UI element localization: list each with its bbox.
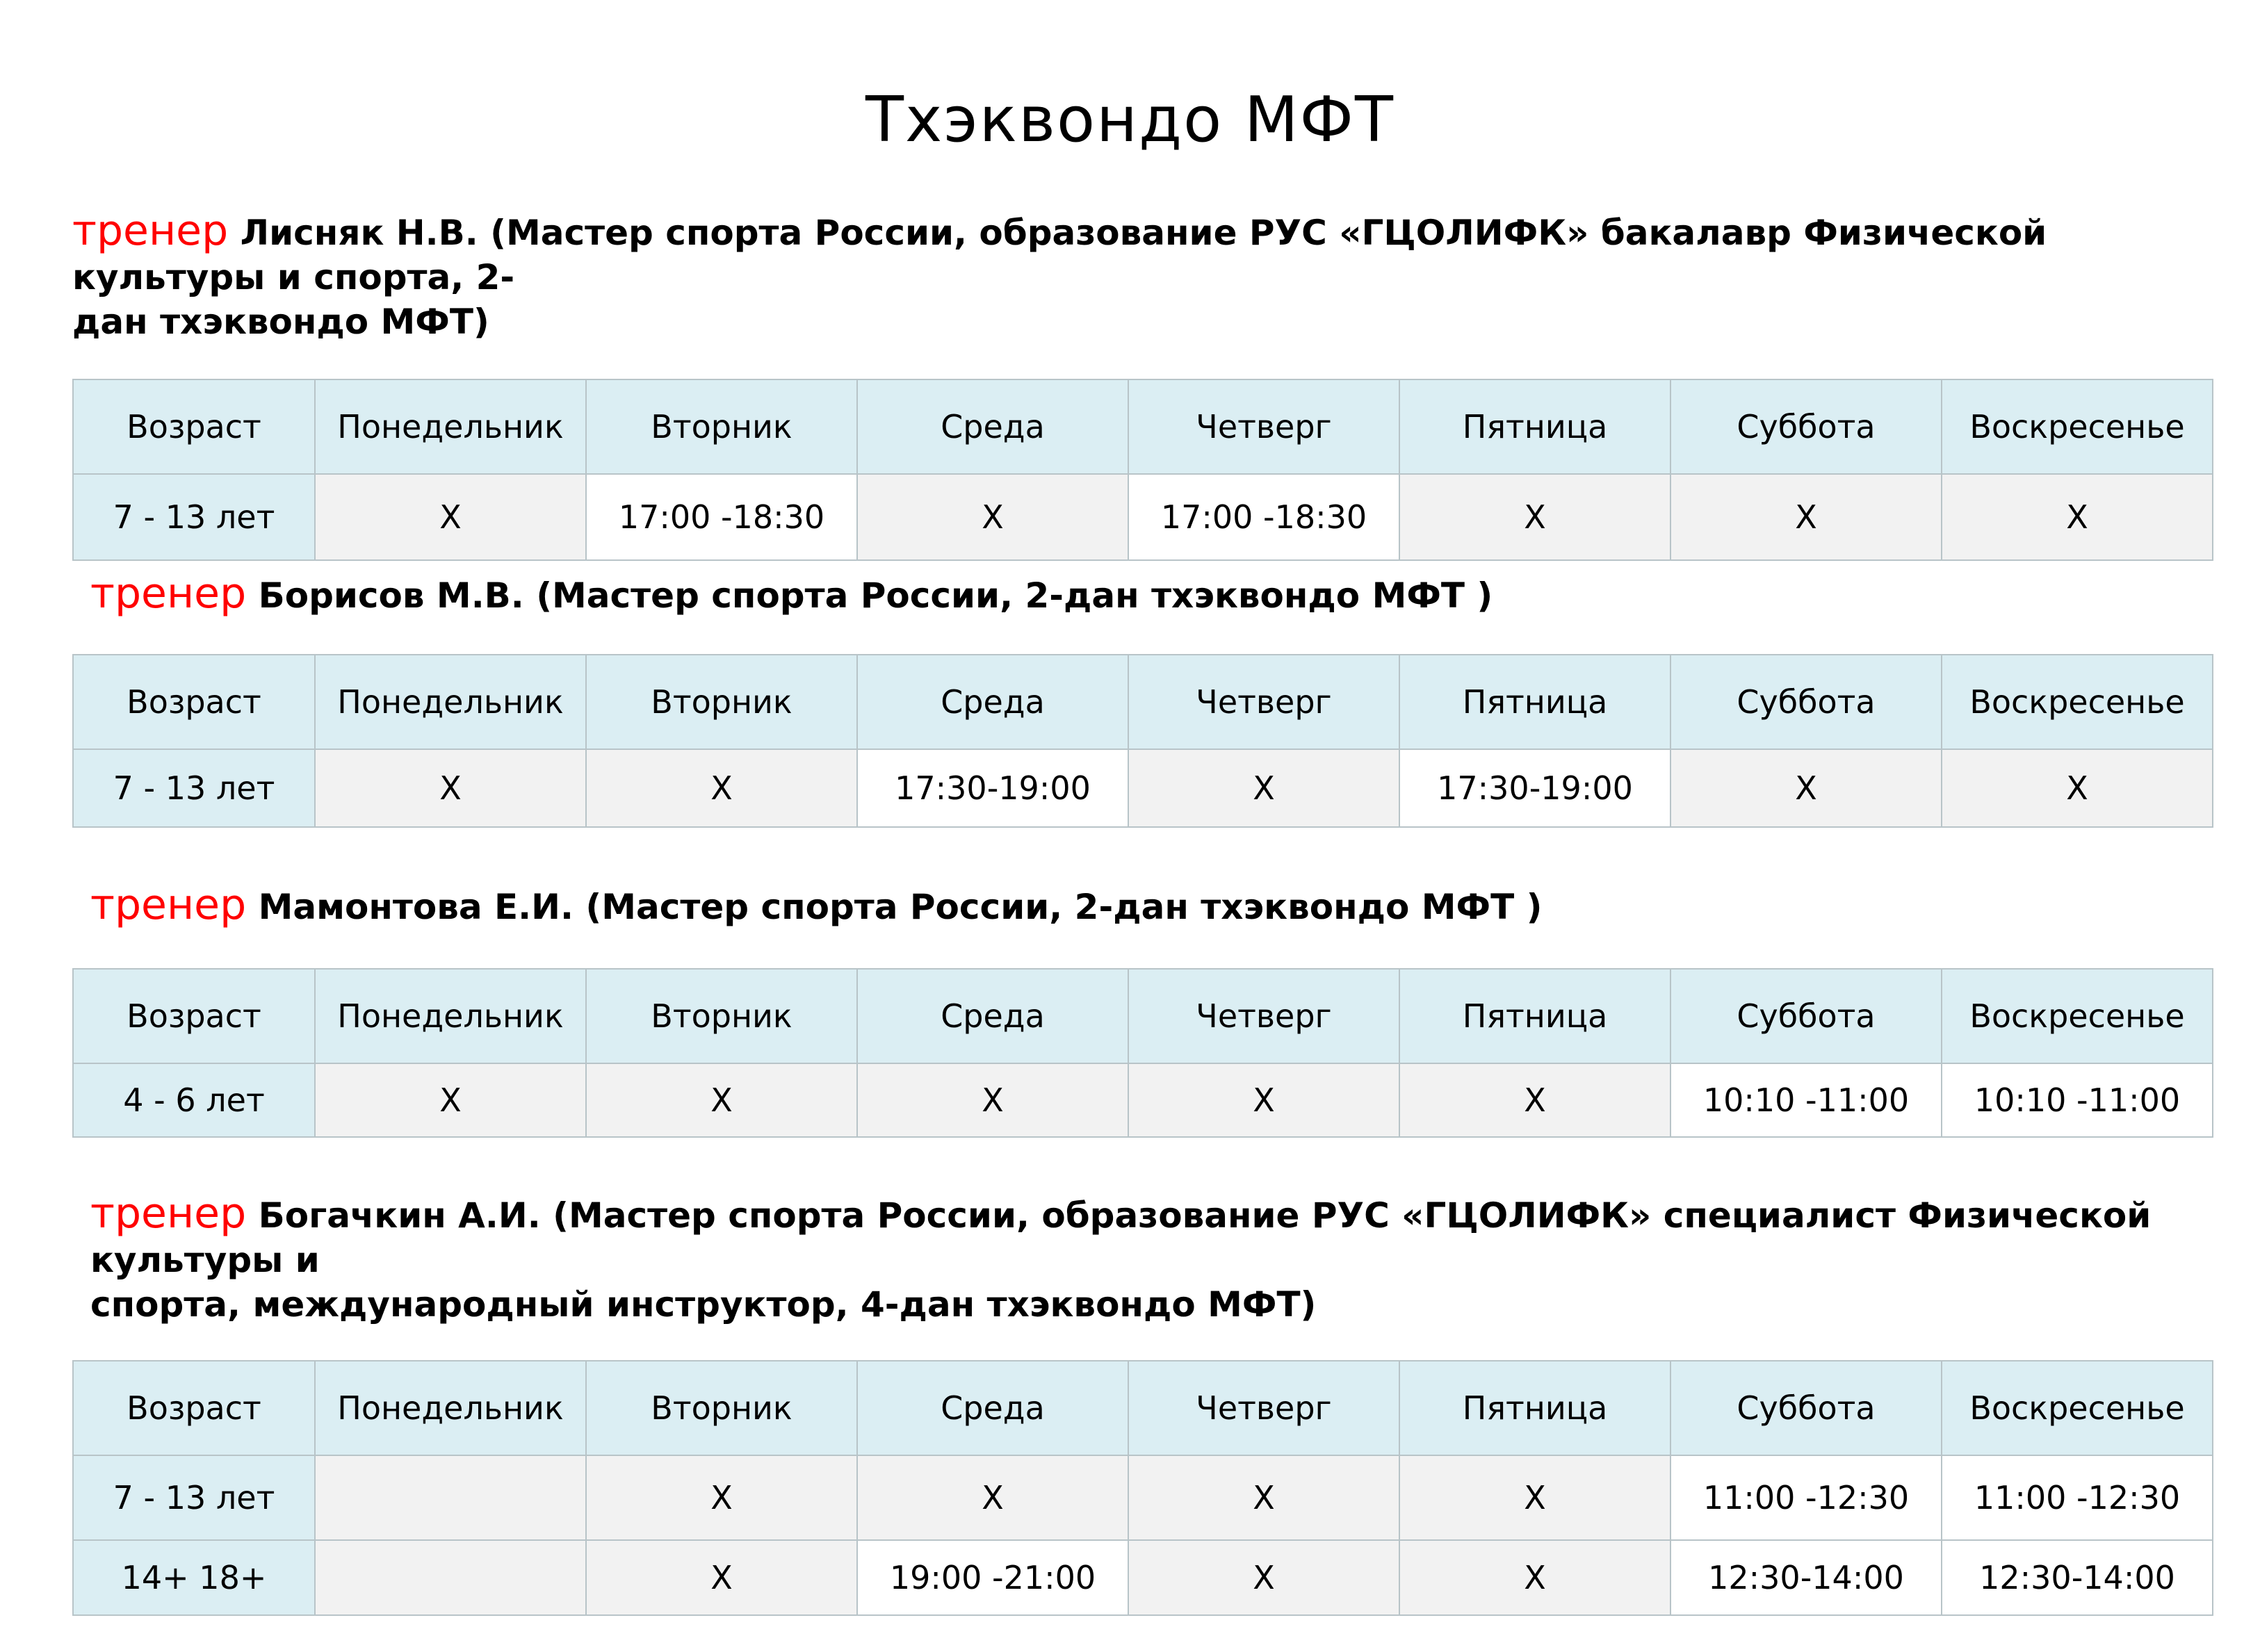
header-saturday: Суббота: [1670, 1361, 1942, 1455]
coach-heading: [72, 208, 2212, 344]
coach-info: Борисов М.В. (Мастер спорта России, 2-дан тхэквондо МФТ ): [258, 575, 1493, 616]
schedule-cell: X: [857, 474, 1128, 560]
schedule-section-2: [72, 571, 2212, 828]
header-thursday: Четверг: [1128, 655, 1399, 749]
header-sunday: Воскресенье: [1942, 1361, 2213, 1455]
schedule-cell: X: [315, 474, 586, 560]
age-cell: 4 - 6 лет: [73, 1063, 315, 1137]
table-header-row: [73, 379, 2213, 474]
header-sunday: Воскресенье: [1942, 969, 2213, 1063]
schedule-cell: X: [1128, 1063, 1399, 1137]
coach-info-continued: спорта, международный инструктор, 4-дан тхэквондо МФТ): [90, 1284, 1317, 1325]
schedule-cell: X: [1128, 749, 1399, 827]
age-cell: 14+ 18+: [73, 1540, 315, 1615]
header-saturday: Суббота: [1670, 379, 1942, 474]
header-tuesday: Вторник: [586, 1361, 857, 1455]
table-row: [73, 1455, 2213, 1540]
schedule-cell: X: [1399, 1063, 1670, 1137]
schedule-cell: X: [1399, 1540, 1670, 1615]
header-thursday: Четверг: [1128, 1361, 1399, 1455]
table-row: [73, 1063, 2213, 1137]
coach-heading: [72, 1191, 2212, 1327]
schedule-section-1: [72, 208, 2212, 561]
header-tuesday: Вторник: [586, 379, 857, 474]
schedule-cell: 10:10 -11:00: [1670, 1063, 1942, 1137]
header-thursday: Четверг: [1128, 379, 1399, 474]
header-friday: Пятница: [1399, 379, 1670, 474]
header-age: Возраст: [73, 1361, 315, 1455]
schedule-table: [72, 654, 2213, 828]
schedule-cell: X: [315, 1063, 586, 1137]
header-friday: Пятница: [1399, 1361, 1670, 1455]
header-thursday: Четверг: [1128, 969, 1399, 1063]
schedule-cell: 17:00 -18:30: [1128, 474, 1399, 560]
schedule-section-4: [72, 1191, 2212, 1616]
schedule-cell: 17:30-19:00: [857, 749, 1128, 827]
schedule-cell: X: [586, 1063, 857, 1137]
header-tuesday: Вторник: [586, 969, 857, 1063]
schedule-cell: X: [1670, 474, 1942, 560]
schedule-cell: 19:00 -21:00: [857, 1540, 1128, 1615]
schedule-cell: X: [315, 749, 586, 827]
schedule-cell: 11:00 -12:30: [1942, 1455, 2213, 1540]
schedule-cell: X: [1128, 1455, 1399, 1540]
schedule-cell: X: [1399, 1455, 1670, 1540]
trainer-label: тренер: [72, 206, 229, 255]
schedule-cell: X: [1942, 749, 2213, 827]
schedule-cell: 12:30-14:00: [1942, 1540, 2213, 1615]
schedule-cell: X: [1942, 474, 2213, 560]
coach-heading: [72, 571, 2212, 618]
age-cell: 7 - 13 лет: [73, 474, 315, 560]
schedule-cell: 12:30-14:00: [1670, 1540, 1942, 1615]
schedule-cell: 17:00 -18:30: [586, 474, 857, 560]
table-header-row: [73, 655, 2213, 749]
header-monday: Понедельник: [315, 1361, 586, 1455]
header-friday: Пятница: [1399, 969, 1670, 1063]
schedule-table: [72, 1360, 2213, 1616]
header-age: Возраст: [73, 655, 315, 749]
header-wednesday: Среда: [857, 969, 1128, 1063]
header-monday: Понедельник: [315, 379, 586, 474]
header-wednesday: Среда: [857, 379, 1128, 474]
header-monday: Понедельник: [315, 655, 586, 749]
header-wednesday: Среда: [857, 1361, 1128, 1455]
trainer-label: тренер: [90, 1189, 247, 1238]
header-saturday: Суббота: [1670, 969, 1942, 1063]
header-age: Возраст: [73, 379, 315, 474]
schedule-cell: X: [857, 1455, 1128, 1540]
table-row: [73, 1540, 2213, 1615]
schedule-cell: X: [857, 1063, 1128, 1137]
schedule-cell: X: [586, 749, 857, 827]
schedule-cell: X: [1128, 1540, 1399, 1615]
schedule-table: [72, 379, 2213, 561]
table-header-row: [73, 969, 2213, 1063]
coach-heading: [72, 883, 2212, 929]
coach-info: Богачкин А.И. (Мастер спорта России, образование РУС «ГЦОЛИФК» специалист Физической культуры и: [90, 1195, 2152, 1280]
coach-info: Лисняк Н.В. (Мастер спорта России, образование РУС «ГЦОЛИФК» бакалавр Физической культуры и спорта, 2-: [72, 213, 2047, 297]
coach-info: Мамонтова Е.И. (Мастер спорта России, 2-дан тхэквондо МФТ ): [258, 887, 1543, 927]
page-title: Тхэквондо МФТ: [865, 83, 1395, 156]
header-friday: Пятница: [1399, 655, 1670, 749]
table-row: [73, 749, 2213, 827]
schedule-cell: X: [586, 1540, 857, 1615]
age-cell: 7 - 13 лет: [73, 749, 315, 827]
schedule-table: [72, 968, 2213, 1138]
header-age: Возраст: [73, 969, 315, 1063]
schedule-cell: 11:00 -12:30: [1670, 1455, 1942, 1540]
schedule-cell: X: [586, 1455, 857, 1540]
header-saturday: Суббота: [1670, 655, 1942, 749]
trainer-label: тренер: [90, 569, 247, 618]
age-cell: 7 - 13 лет: [73, 1455, 315, 1540]
table-header-row: [73, 1361, 2213, 1455]
schedule-cell: X: [1670, 749, 1942, 827]
coach-info-continued: дан тхэквондо МФТ): [72, 302, 489, 342]
schedule-cell: X: [1399, 474, 1670, 560]
header-monday: Понедельник: [315, 969, 586, 1063]
schedule-cell: [315, 1455, 586, 1540]
schedule-cell: 10:10 -11:00: [1942, 1063, 2213, 1137]
schedule-section-3: [72, 883, 2212, 1138]
header-wednesday: Среда: [857, 655, 1128, 749]
header-sunday: Воскресенье: [1942, 379, 2213, 474]
trainer-label: тренер: [90, 881, 247, 929]
header-tuesday: Вторник: [586, 655, 857, 749]
header-sunday: Воскресенье: [1942, 655, 2213, 749]
schedule-cell: 17:30-19:00: [1399, 749, 1670, 827]
table-row: [73, 474, 2213, 560]
schedule-cell: [315, 1540, 586, 1615]
